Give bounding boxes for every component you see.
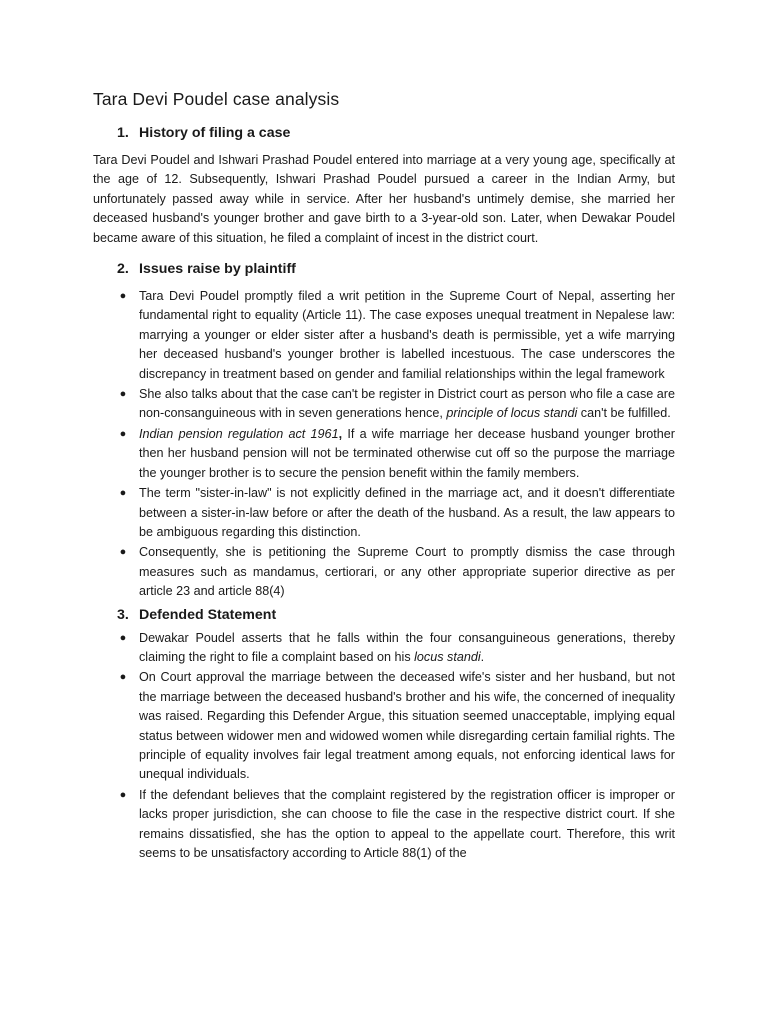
bullet-icon: ● [119, 290, 127, 303]
bold-comma: , [338, 426, 343, 441]
list-item-text: Dewakar Poudel asserts that he falls within the four consanguineous generations, thereby claiming the right to file a complaint based on his [139, 630, 675, 664]
list-item [93, 385, 675, 424]
list-item-text: can't be fulfilled. [577, 406, 671, 421]
locus-standi-term: locus standi [414, 649, 481, 664]
list-item [93, 425, 675, 483]
bullet-icon: ● [119, 388, 127, 401]
locus-standi-term: principle of locus standi [446, 406, 578, 421]
act-reference: Indian pension regulation act 1961 [139, 426, 339, 441]
list-item [93, 287, 675, 384]
list-item [93, 786, 675, 864]
list-item-text: . [480, 649, 485, 664]
section-heading-text: Defended Statement [139, 606, 277, 623]
list-item-text: Tara Devi Poudel promptly filed a writ petition in the Supreme Court of Nepal, asserting her fundamental right to equality (Article 11). The case exposes unequal treatment in Nepalese law: marrying a younger or elder sister after a husband's death is permissible, yet a wife marrying her deceased husband's younger brother is labelled incestuous. The case underscores the discrepancy in treatment based on gender and familial relationships within the legal framework [139, 289, 675, 381]
list-item-text: She also talks about that the case can't be register in District court as person who file a case are non-consanguineous with in seven generations hence, [139, 387, 675, 421]
bullet-icon: ● [119, 788, 127, 801]
list-item [93, 543, 675, 601]
section-heading-defended [117, 606, 675, 625]
document-title: Tara Devi Poudel case analysis [93, 89, 340, 109]
section-number: 2. [117, 261, 129, 278]
bullet-icon: ● [119, 487, 127, 500]
history-paragraph: Tara Devi Poudel and Ishwari Prashad Poudel entered into marriage at a very young age, specifically at the age of 12. Subsequently, Ishwari Prashad Poudel pursued a career in the Indian Army, but unfortunately passed away while in service. After her husband's untimely demise, she married her deceased husband's younger brother and gave birth to a 3-year-old son. Later, when Dewakar Poudel became aware of this situation, he filed a complaint of incest in the district court. [93, 153, 675, 245]
section-number: 1. [117, 125, 129, 141]
list-item [93, 484, 675, 542]
section-heading-text: History of filing a case [139, 125, 291, 141]
list-item-text: The term "sister-in-law" is not explicitly defined in the marriage act, and it doesn't differentiate between a sister-in-law before or after the death of the husband. As a result, the law appears to be ambiguous regarding this distinction. [139, 486, 675, 539]
bullet-icon: ● [119, 427, 127, 440]
issues-list [93, 287, 675, 602]
section-heading-text: Issues raise by plaintiff [139, 261, 296, 278]
bullet-icon: ● [119, 546, 127, 559]
list-item [93, 629, 675, 668]
list-item-text: Consequently, she is petitioning the Supreme Court to promptly dismiss the case through measures such as mandamus, certiorari, or any other appropriate superior directive as per article 23 and article 88(4) [139, 545, 675, 599]
list-item-text: If a wife marriage her decease husband younger brother then her husband pension will not be terminated otherwise cut off so the purpose the marriage the younger brother is to secure the pension benefit within the family members. [139, 426, 675, 480]
bullet-icon: ● [119, 631, 127, 644]
list-item-text: If the defendant believes that the complaint registered by the registration officer is improper or lacks proper jurisdiction, she can choose to file the case in the respective district court. If she remains dissatisfied, she has the option to appeal to the appellate court. Therefore, this writ seems to be unsatisfactory according to Article 88(1) of the [139, 787, 675, 860]
section-number: 3. [117, 606, 129, 623]
defended-list [93, 629, 675, 864]
bullet-icon: ● [119, 671, 127, 684]
section-heading-history [117, 124, 675, 143]
list-item [93, 668, 675, 784]
document-page [93, 88, 675, 867]
section-heading-issues [117, 260, 675, 279]
list-item-text: On Court approval the marriage between the deceased wife's sister and her husband, but not the marriage between the deceased husband's brother and his wife, the concerned of inequality was raised. Regarding this Defender Argue, this situation seemed unacceptable, implying equal status between widower men and widowed women while disregarding certain familial rights. The principle of equality involves fair legal treatment among equals, not enforcing identical laws for unequal individuals. [139, 670, 675, 782]
